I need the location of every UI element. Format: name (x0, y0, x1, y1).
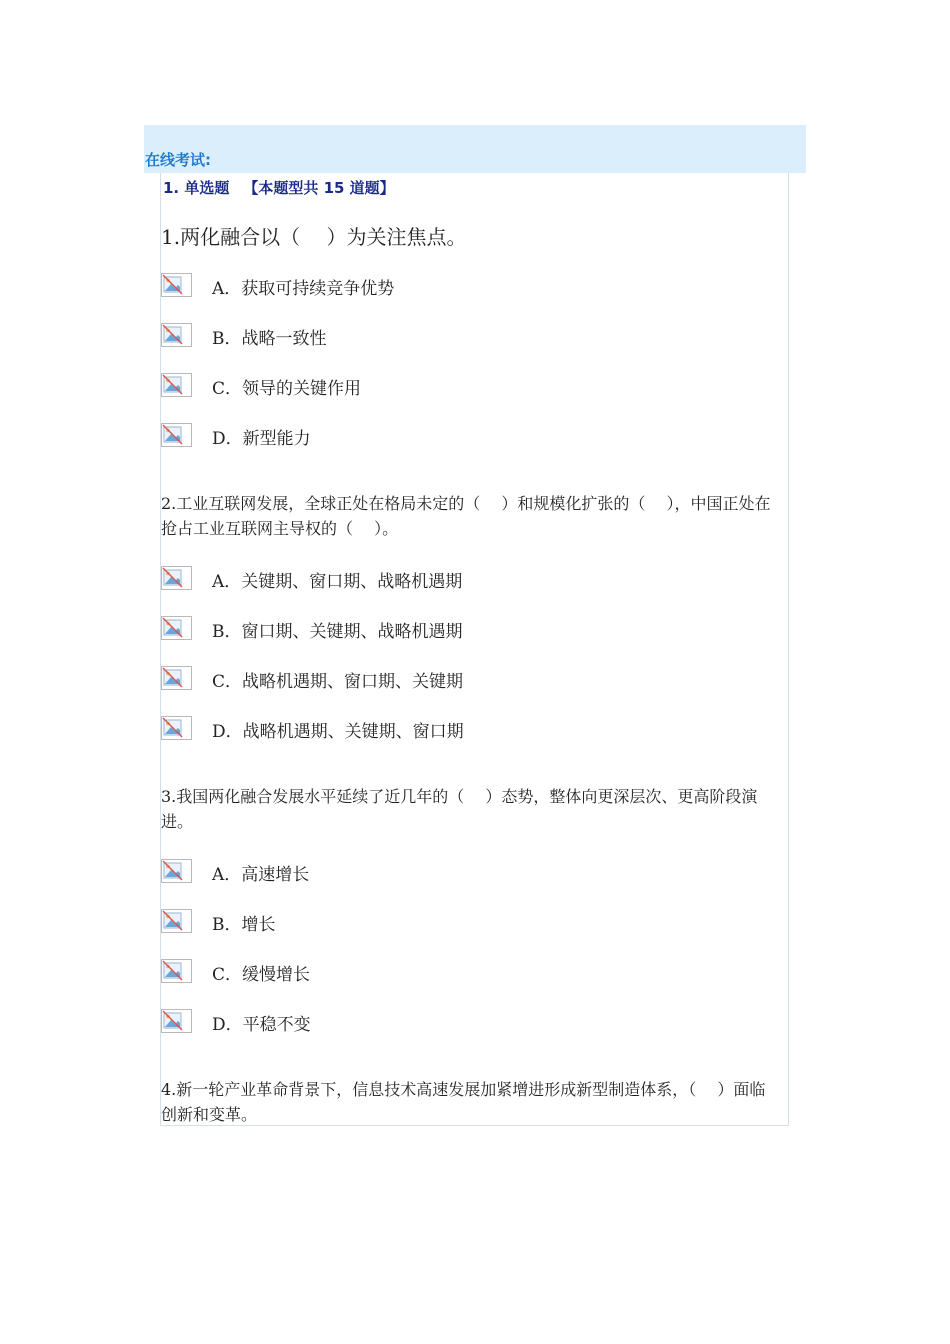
option-1d[interactable] (161, 423, 681, 449)
broken-image-icon[interactable] (161, 959, 192, 983)
option-1a[interactable] (161, 273, 681, 299)
question-stem-3: 3.我国两化融合发展水平延续了近几年的（ ）态势，整体向更深层次、更高阶段演进。 (161, 787, 758, 831)
question-stem-4: 4.新一轮产业革命背景下，信息技术高速发展加紧增进形成新型制造体系，（ ）面临创新和变革。 (161, 1080, 766, 1124)
option-label: B．窗口期、关键期、战略机遇期 (212, 622, 463, 642)
broken-image-icon[interactable] (161, 273, 192, 297)
option-label: A．关键期、窗口期、战略机遇期 (212, 572, 463, 592)
broken-image-icon[interactable] (161, 859, 192, 883)
broken-image-icon[interactable] (161, 666, 192, 690)
broken-image-icon[interactable] (161, 373, 192, 397)
option-1c[interactable] (161, 373, 681, 399)
broken-image-icon[interactable] (161, 566, 192, 590)
option-label: A．高速增长 (212, 865, 310, 885)
section-label: 1. 单选题 (163, 179, 230, 197)
broken-image-icon[interactable] (161, 1009, 192, 1033)
option-2c[interactable] (161, 666, 681, 692)
option-label: C．战略机遇期、窗口期、关键期 (212, 672, 464, 692)
option-label: C．领导的关键作用 (212, 379, 362, 399)
option-label: D．新型能力 (212, 429, 311, 449)
broken-image-icon[interactable] (161, 716, 192, 740)
option-label: B．战略一致性 (212, 329, 327, 349)
option-3a[interactable] (161, 859, 681, 885)
question-stem-2: 2.工业互联网发展，全球正处在格局未定的（ ）和规模化扩张的（ ），中国正处在抢占工业互联网主导权的（ ）。 (161, 494, 771, 538)
section-heading (163, 177, 395, 198)
option-label: B．增长 (212, 915, 276, 935)
broken-image-icon[interactable] (161, 323, 192, 347)
option-label: A．获取可持续竞争优势 (212, 279, 395, 299)
option-2a[interactable] (161, 566, 681, 592)
question-stem-1: 1.两化融合以（ ）为关注焦点。 (161, 225, 467, 249)
exam-panel (160, 173, 789, 1126)
option-3d[interactable] (161, 1009, 681, 1035)
page-title: 在线考试: (145, 151, 211, 169)
option-3c[interactable] (161, 959, 681, 985)
option-label: D．平稳不变 (212, 1015, 311, 1035)
option-2d[interactable] (161, 716, 681, 742)
broken-image-icon[interactable] (161, 909, 192, 933)
option-label: C．缓慢增长 (212, 965, 311, 985)
option-label: D．战略机遇期、关键期、窗口期 (212, 722, 464, 742)
option-1b[interactable] (161, 323, 681, 349)
broken-image-icon[interactable] (161, 616, 192, 640)
exam-header-bar (144, 125, 806, 173)
option-2b[interactable] (161, 616, 681, 642)
broken-image-icon[interactable] (161, 423, 192, 447)
section-count-label: 【本题型共 15 道题】 (243, 179, 395, 197)
option-3b[interactable] (161, 909, 681, 935)
